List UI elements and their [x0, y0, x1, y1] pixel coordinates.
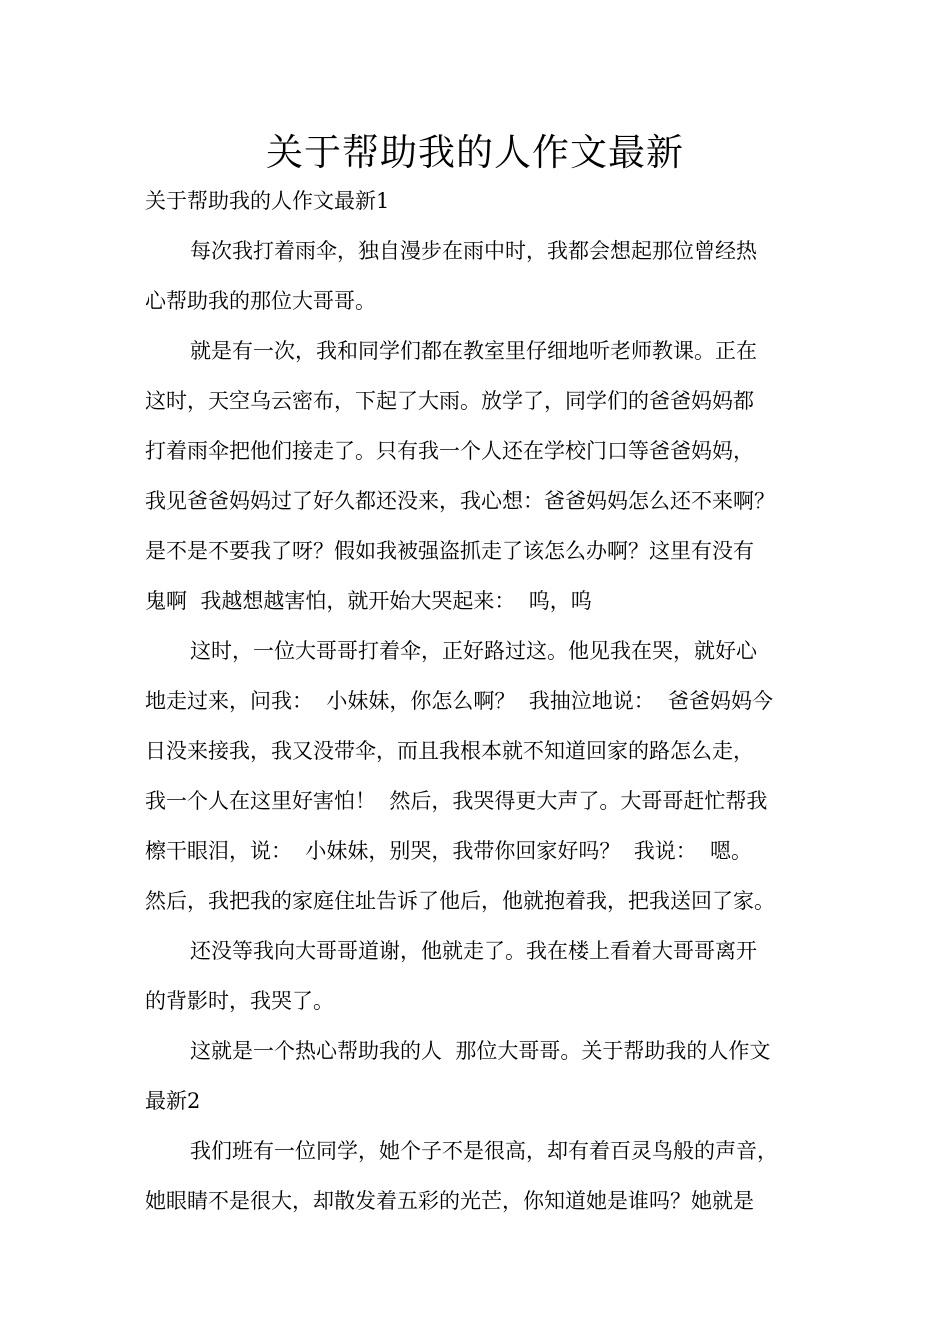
paragraph-line: 我们班有一位同学，她个子不是很高，却有着百灵鸟般的声音， — [190, 1139, 778, 1163]
document-title: 关于帮助我的人作文最新 — [266, 131, 684, 174]
paragraph-line: 然后，我把我的家庭住址告诉了他后，他就抱着我，把我送回了家。 — [145, 889, 775, 913]
paragraph-line: 这就是一个热心帮助我的人 那位大哥哥。关于帮助我的人作文 — [190, 1039, 771, 1063]
paragraph-line: 檫干眼泪，说： 小妹妹，别哭，我带你回家好吗？ 我说： 嗯。 — [145, 839, 753, 863]
paragraph-line: 这时，天空乌云密布，下起了大雨。放学了，同学们的爸爸妈妈都 — [145, 389, 754, 413]
paragraph-line: 还没等我向大哥哥道谢，他就走了。我在楼上看着大哥哥离开 — [190, 939, 757, 963]
paragraph-line: 每次我打着雨伞，独自漫步在雨中时，我都会想起那位曾经热 — [190, 239, 757, 263]
paragraph-line: 的背影时，我哭了。 — [145, 989, 334, 1013]
paragraph-line: 我见爸爸妈妈过了好久都还没来，我心想：爸爸妈妈怎么还不来啊？ — [145, 489, 775, 513]
paragraph-line: 鬼啊 我越想越害怕，就开始大哭起来： 呜，呜 — [145, 589, 592, 613]
paragraph-line: 是不是不要我了呀？假如我被强盗抓走了该怎么办啊？这里有没有 — [145, 539, 754, 563]
paragraph-line: 我一个人在这里好害怕！ 然后，我哭得更大声了。大哥哥赶忙帮我 — [145, 789, 768, 813]
paragraph-line: 这时，一位大哥哥打着伞，正好路过这。他见我在哭，就好心 — [190, 639, 757, 663]
paragraph-line: 就是有一次，我和同学们都在教室里仔细地听老师教课。正在 — [190, 339, 757, 363]
section-heading-1: 关于帮助我的人作文最新1 — [145, 189, 390, 213]
paragraph-line: 心帮助我的那位大哥哥。 — [145, 289, 376, 313]
paragraph-line: 地走过来，问我： 小妹妹，你怎么啊？ 我抽泣地说： 爸爸妈妈今 — [145, 689, 774, 713]
paragraph-line: 日没来接我，我又没带伞，而且我根本就不知道回家的路怎么走， — [145, 739, 754, 763]
section-heading-2: 最新2 — [145, 1089, 201, 1113]
paragraph-line: 打着雨伞把他们接走了。只有我一个人还在学校门口等爸爸妈妈， — [145, 439, 754, 463]
paragraph-line: 她眼睛不是很大，却散发着五彩的光芒，你知道她是谁吗？她就是 — [145, 1189, 754, 1213]
